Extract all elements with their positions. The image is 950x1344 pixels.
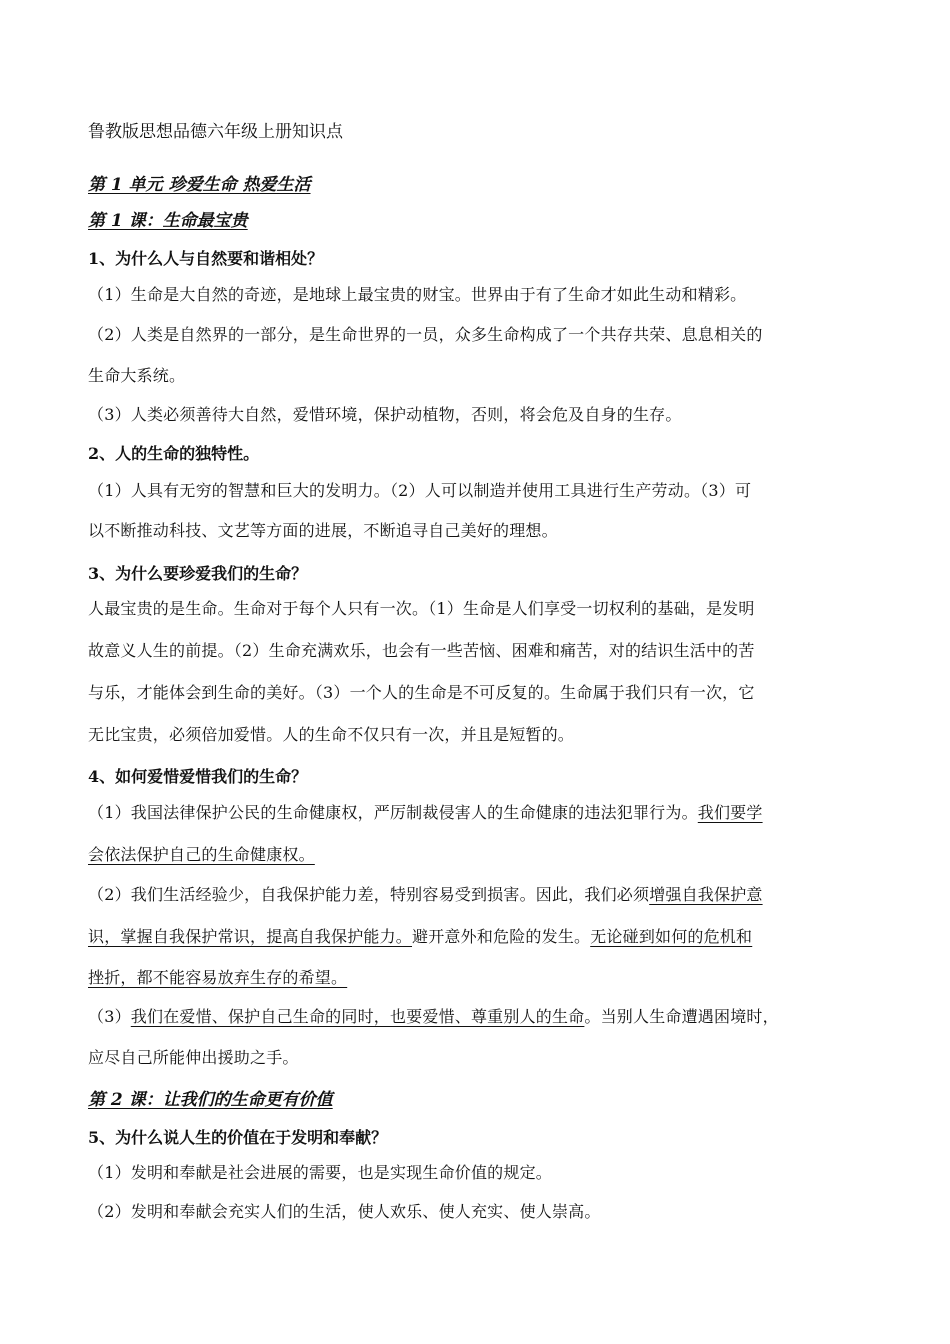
q5-paragraph-1: （1）发明和奉献是社会进展的需要，也是实现生命价值的规定。 — [88, 1163, 552, 1182]
q4-p2a-underlined: 增强自我保护意 — [649, 885, 763, 904]
q2-paragraph-1b: 以不断推动科技、文艺等方面的进展，不断追寻自己美好的理想。 — [88, 521, 558, 540]
q4-p1a-text: （1）我国法律保护公民的生命健康权，严厉制裁侵害人的生命健康的违法犯罪行为。 — [88, 803, 698, 822]
document-title: 鲁教版思想品德六年级上册知识点 — [88, 122, 343, 142]
q4-p2b-text: 避开意外和危险的发生。 — [412, 927, 591, 946]
q4-paragraph-2a — [88, 874, 888, 915]
q4-p2a-text: （2）我们生活经验少，自我保护能力差，特别容易受到损害。因此，我们必须 — [88, 885, 650, 904]
q4-p2b-underlined-1: 识，掌握自我保护常识，提高自我保护能力。 — [88, 927, 413, 946]
q3-line-4: 无比宝贵，必须倍加爱惜。人的生命不仅只有一次，并且是短暂的。 — [88, 725, 575, 744]
lesson-1-heading: 第 1 课：生命最宝贵 — [88, 211, 248, 231]
question-1-title: 1、为什么人与自然要和谐相处？ — [88, 249, 324, 268]
q4-p1b-underlined: 会依法保护自己的生命健康权。 — [88, 845, 315, 864]
q1-paragraph-1: （1）生命是大自然的奇迹，是地球上最宝贵的财宝。世界由于有了生命才如此生动和精彩。 — [88, 285, 747, 304]
question-5-title: 5、为什么说人生的价值在于发明和奉献？ — [88, 1128, 388, 1147]
q4-p1a-underlined: 我们要学 — [697, 803, 763, 822]
question-2-title: 2、人的生命的独特性。 — [88, 444, 260, 463]
q3-line-1: 人最宝贵的是生命。生命对于每个人只有一次。（1）生命是人们享受一切权利的基础，是发明 — [88, 599, 755, 618]
unit-heading: 第 1 单元 珍爱生命 热爱生活 — [88, 175, 311, 195]
q1-paragraph-3: （3）人类必须善待大自然，爱惜环境，保护动植物，否则，将会危及自身的生存。 — [88, 405, 682, 424]
q4-p2c-underlined: 挫折，都不能容易放弃生存的希望。 — [88, 968, 348, 987]
q3-line-2: 故意义人生的前提。（2）生命充满欢乐，也会有一些苦恼、困难和痛苦，对的结识生活中的苦 — [88, 641, 755, 660]
q4-paragraph-2b — [88, 916, 888, 957]
q4-p3a-text-2: 。当别人生命遭遇困境时， — [584, 1007, 779, 1026]
q1-paragraph-2a: （2）人类是自然界的一部分，是生命世界的一员，众多生命构成了一个共存共荣、息息相关的 — [88, 325, 763, 344]
q4-p2b-underlined-2: 无论碰到如何的危机和 — [590, 927, 753, 946]
lesson-2-heading: 第 2 课：让我们的生命更有价值 — [88, 1090, 333, 1110]
q4-paragraph-1a — [88, 792, 888, 833]
q4-paragraph-3b: 应尽自己所能伸出援助之手。 — [88, 1048, 299, 1067]
q5-paragraph-2: （2）发明和奉献会充实人们的生活，使人欢乐、使人充实、使人崇高。 — [88, 1202, 601, 1221]
question-4-title: 4、如何爱惜爱惜我们的生命？ — [88, 767, 308, 786]
q4-p3a-underlined: 我们在爱惜、保护自己生命的同时，也要爱惜、尊重别人的生命 — [130, 1007, 585, 1026]
q3-line-3: 与乐，才能体会到生命的美好。（3）一个人的生命是不可反复的。生命属于我们只有一次，它 — [88, 683, 755, 702]
q4-paragraph-3a — [88, 996, 888, 1037]
question-3-title: 3、为什么要珍爱我们的生命？ — [88, 564, 308, 583]
q4-paragraph-1b — [88, 834, 888, 875]
q4-p3a-text-1: （3） — [88, 1007, 131, 1026]
q2-paragraph-1a: （1）人具有无穷的智慧和巨大的发明力。（2）人可以制造并使用工具进行生产劳动。（3）可 — [88, 481, 752, 500]
q4-paragraph-2c — [88, 957, 888, 998]
q1-paragraph-2b: 生命大系统。 — [88, 366, 186, 385]
